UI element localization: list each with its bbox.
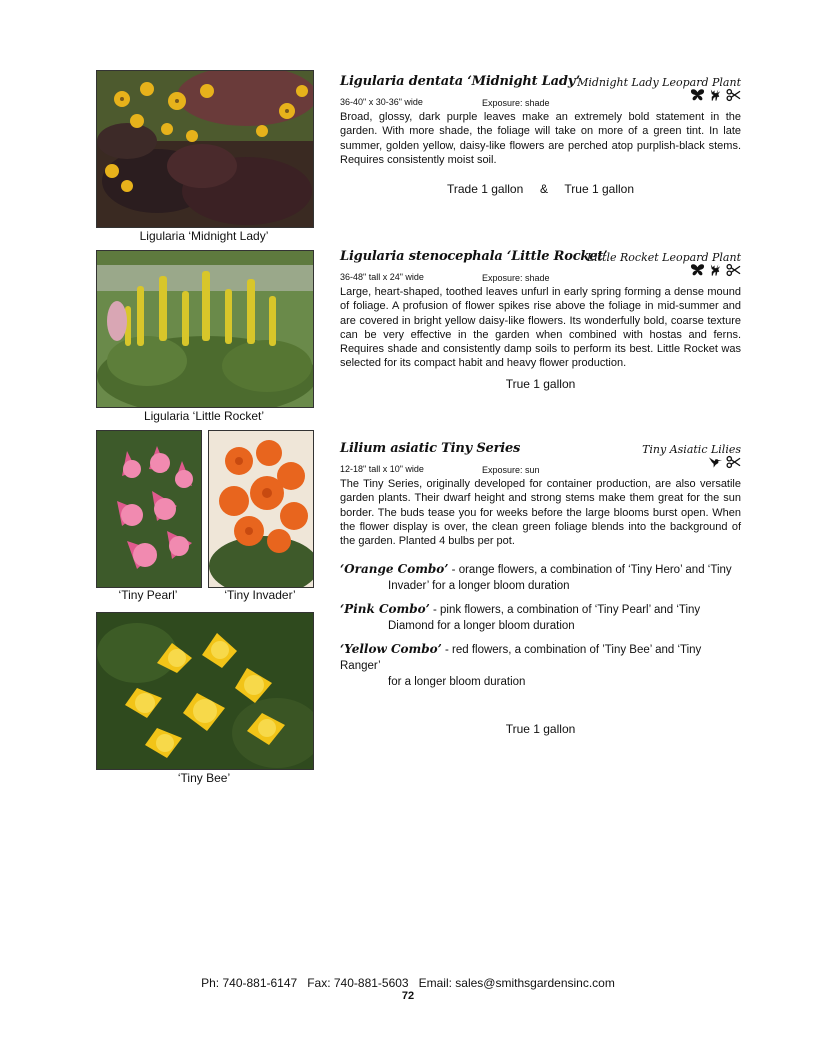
- photo-tiny-invader: [208, 430, 314, 588]
- photo-tiny-bee: [96, 612, 314, 770]
- exposure: Exposure: shade: [482, 98, 550, 108]
- combo-text: for a longer bloom duration: [388, 676, 526, 689]
- plant-description: Large, heart-shaped, toothed leaves unfurl in early spring forming a dense mound of foliage. A profusion of flower spikes rise above the foliage in mid-summer and are covered in bright yellow daisy-like flowers. Its wonderfully bold, coarse texture can be very effective in the garden when combined with hostas and ferns. Requires shade and consistently damp soils to perform its best. Little Rocket was selected for its compact habit and heavy flower production.: [340, 286, 741, 370]
- common-name: Midnight Lady Leopard Plant: [577, 76, 741, 89]
- combo-text: - orange flowers, a combination of ‘Tiny Hero’ and ‘Tiny: [448, 564, 732, 577]
- combo-name: ‘Orange Combo’: [340, 562, 449, 577]
- combo-text: Invader’ for a longer bloom duration: [388, 580, 570, 593]
- photo-caption: Ligularia ‘Little Rocket’: [143, 409, 265, 423]
- photo-caption: ‘Tiny Pearl’: [118, 588, 178, 602]
- photo-caption: Ligularia ‘Midnight Lady’: [139, 229, 269, 243]
- cut-flower-icon: [726, 88, 741, 102]
- photo-little-rocket: [96, 250, 314, 408]
- plant-description: The Tiny Series, originally developed for container production, are also versatile garden plants. Their dwarf height and strong stems make them great for the sun border. The buds tease you for weeks before the large blooms burst open. When the flower display is over, the clean green foliage blends into the background of the garden. Planted 4 bulbs per pot.: [340, 478, 741, 548]
- combo-name: ‘Yellow Combo’: [340, 642, 442, 657]
- footer-contact: Ph: 740-881-6147 Fax: 740-881-5603 Email: sales@smithsgardensinc.com: [201, 976, 615, 990]
- butterfly-icon: [690, 263, 705, 277]
- plant-size: 36-48" tall x 24" wide: [340, 272, 424, 282]
- exposure: Exposure: sun: [482, 465, 540, 475]
- combo-text: - pink flowers, a combination of ‘Tiny Pearl’ and ‘Tiny: [429, 604, 701, 617]
- combo-orange: [340, 561, 741, 594]
- plant-description: Broad, glossy, dark purple leaves make an extremely bold statement in the garden. With more shade, the foliage will take on more of a green tint. In late summer, golden yellow, daisy-like flowers are perched atop purplish-black stems. Requires consistently moist soil.: [340, 111, 741, 166]
- butterfly-icon: [690, 88, 705, 102]
- combo-text: - red flowers, a combination of ’Tiny Bee’ and ‘Tiny Ranger’: [340, 644, 702, 673]
- plant-title: Ligularia dentata ‘Midnight Lady’: [340, 74, 580, 89]
- availability: True 1 gallon: [505, 376, 576, 391]
- combo-pink: [340, 601, 741, 634]
- photo-midnight-lady: [96, 70, 314, 228]
- availability: True 1 gallon: [505, 722, 576, 737]
- cut-flower-icon: [726, 263, 741, 277]
- plant-title: Ligularia stenocephala ‘Little Rocket’: [340, 249, 608, 264]
- plant-size: 12-18" tall x 10" wide: [340, 464, 424, 474]
- hummingbird-icon: [708, 455, 723, 469]
- common-name: Little Rocket Leopard Plant: [586, 251, 741, 264]
- availability: Trade 1 gallon & True 1 gallon: [447, 182, 634, 197]
- combo-yellow: [340, 641, 741, 690]
- exposure: Exposure: shade: [482, 273, 550, 283]
- page-number: 72: [401, 990, 415, 1002]
- common-name: Tiny Asiatic Lilies: [642, 443, 741, 456]
- deer-resistant-icon: [708, 263, 723, 277]
- photo-caption: ‘Tiny Invader’: [224, 588, 296, 602]
- plant-entry-midnight-lady: [340, 74, 741, 196]
- photo-caption: ‘Tiny Bee’: [177, 771, 231, 785]
- plant-entry-tiny-series: [340, 441, 741, 736]
- photo-tiny-pearl: [96, 430, 202, 588]
- combo-name: ‘Pink Combo’: [340, 602, 430, 617]
- plant-entry-little-rocket: [340, 249, 741, 391]
- combo-text: Diamond for a longer bloom duration: [388, 620, 575, 633]
- deer-resistant-icon: [708, 88, 723, 102]
- plant-size: 36-40" x 30-36" wide: [340, 97, 423, 107]
- plant-title: Lilium asiatic Tiny Series: [340, 441, 521, 456]
- cut-flower-icon: [726, 455, 741, 469]
